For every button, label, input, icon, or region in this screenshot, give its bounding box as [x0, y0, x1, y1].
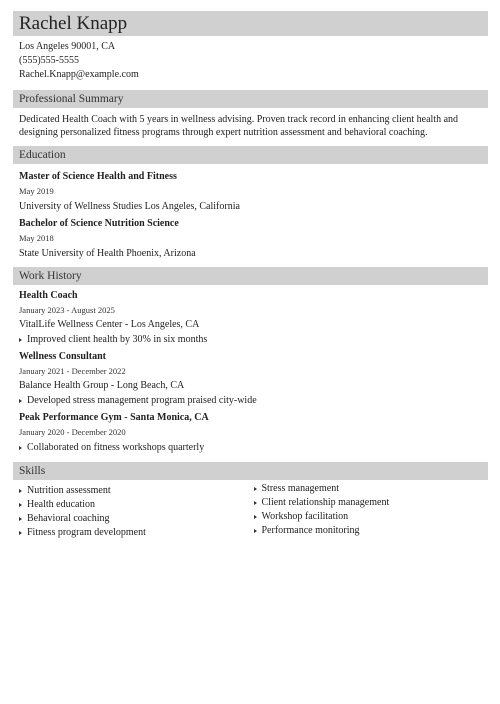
job-bullet: Developed stress management program praised city-wide — [19, 394, 488, 408]
job-date: January 2021 - December 2022 — [19, 366, 126, 376]
job-company: VitalLife Wellness Center - Los Angeles, CA — [19, 319, 200, 330]
skill-item: Performance monitoring — [254, 524, 489, 538]
job-bullets — [19, 394, 488, 408]
resume-name: Rachel Knapp — [13, 11, 488, 36]
education-date: May 2018 — [19, 233, 54, 243]
skills-grid — [13, 484, 488, 540]
job-date: January 2020 - December 2020 — [19, 427, 126, 437]
skill-item: Health education — [19, 498, 254, 512]
skill-item: Stress management — [254, 482, 489, 496]
work-entry — [19, 289, 488, 347]
skills-column-right — [254, 482, 489, 540]
job-bullets — [19, 333, 488, 347]
job-title: Peak Performance Gym - Santa Monica, CA — [19, 412, 209, 423]
job-bullet: Collaborated on fitness workshops quarterly — [19, 441, 488, 455]
work-entry — [19, 350, 488, 408]
job-company: Balance Health Group - Long Beach, CA — [19, 380, 185, 391]
education-school: State University of Health Phoenix, Arizona — [19, 248, 196, 259]
job-date: January 2023 - August 2025 — [19, 305, 115, 315]
work-list — [13, 289, 488, 455]
skills-column-left — [19, 484, 254, 540]
job-title: Wellness Consultant — [19, 351, 106, 362]
education-date: May 2019 — [19, 186, 54, 196]
education-degree: Master of Science Health and Fitness — [19, 171, 177, 182]
education-school: University of Wellness Studies Los Angeles, California — [19, 201, 240, 212]
section-header-work: Work History — [13, 267, 488, 285]
job-bullets — [19, 441, 488, 455]
skill-item: Workshop facilitation — [254, 510, 489, 524]
education-list — [13, 170, 488, 261]
skill-item: Behavioral coaching — [19, 512, 254, 526]
work-entry — [19, 411, 488, 455]
skill-item: Nutrition assessment — [19, 484, 254, 498]
contact-phone: (555)555-5555 — [19, 55, 79, 66]
job-title: Health Coach — [19, 290, 78, 301]
contact-email: Rachel.Knapp@example.com — [19, 69, 139, 80]
job-bullet: Improved client health by 30% in six months — [19, 333, 488, 347]
contact-address: Los Angeles 90001, CA — [19, 41, 116, 52]
section-header-summary: Professional Summary — [13, 90, 488, 108]
education-entry — [19, 217, 488, 261]
summary-text: Dedicated Health Coach with 5 years in wellness advising. Proven track record in enhancing client health and designing personalized fitness programs through expert nutrition assessment and behavioral coaching. — [19, 114, 459, 138]
education-degree: Bachelor of Science Nutrition Science — [19, 218, 179, 229]
section-header-skills: Skills — [13, 462, 488, 480]
skill-item: Client relationship management — [254, 496, 489, 510]
section-header-education: Education — [13, 146, 488, 164]
skill-item: Fitness program development — [19, 526, 254, 540]
contact-block — [13, 40, 488, 82]
education-entry — [19, 170, 488, 214]
